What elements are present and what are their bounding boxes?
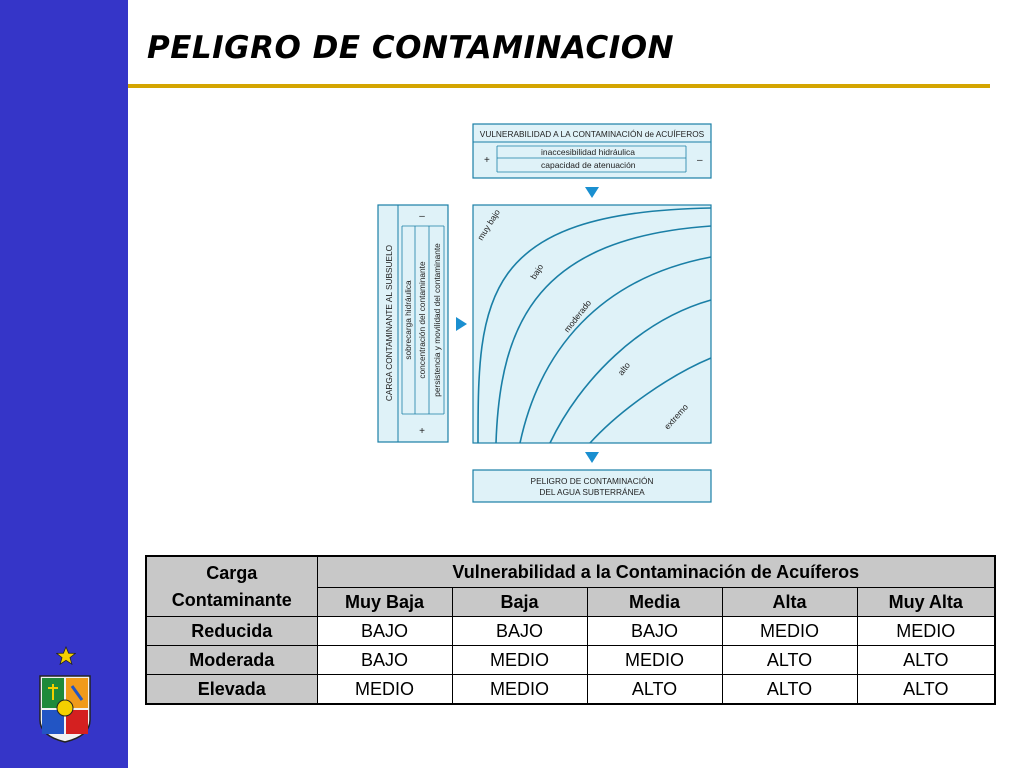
vulnerability-minus: – [697, 155, 703, 166]
table-cell: MEDIO [452, 646, 587, 675]
corner-header [146, 556, 317, 617]
vulnerability-row2: capacidad de atenuación [541, 160, 636, 170]
title-underline [128, 84, 990, 88]
curve-label-2: bajo [528, 262, 546, 282]
table-cell: MEDIO [317, 675, 452, 705]
column-header: Muy Alta [857, 588, 995, 617]
column-header: Baja [452, 588, 587, 617]
row-header: Moderada [146, 646, 317, 675]
arrow-right-icon [456, 317, 467, 331]
corner-line1: Carga [206, 562, 258, 583]
column-header: Media [587, 588, 722, 617]
table-row [146, 646, 995, 675]
curve-label-4: alto [615, 360, 633, 378]
result-line1: PELIGRO DE CONTAMINACIÓN [530, 476, 654, 486]
vulnerability-box [473, 124, 711, 178]
table-cell: ALTO [587, 675, 722, 705]
table-cell: BAJO [317, 646, 452, 675]
table-cell: ALTO [857, 646, 995, 675]
table-row [146, 675, 995, 705]
row-header: Elevada [146, 675, 317, 705]
column-header: Muy Baja [317, 588, 452, 617]
curve-label-1: muy bajo [475, 207, 502, 243]
vulnerability-plus: + [484, 155, 490, 166]
column-header: Alta [722, 588, 857, 617]
star-icon [56, 646, 76, 666]
table-cell: MEDIO [587, 646, 722, 675]
table-cell: ALTO [722, 675, 857, 705]
row-header: Reducida [146, 617, 317, 646]
contamination-hazard-diagram [374, 118, 720, 510]
arrow-down-icon [585, 452, 599, 463]
curve-label-5: extremo [662, 401, 691, 432]
table-cell: ALTO [722, 646, 857, 675]
corner-line2: Contaminante [171, 589, 292, 610]
slide-title: PELIGRO DE CONTAMINACION [147, 30, 675, 66]
curve-label-3: moderado [561, 297, 594, 335]
load-title: CARGA CONTAMINANTE AL SUBSUELO [384, 244, 394, 402]
load-col1: sobrecarga hidráulica [403, 280, 413, 360]
result-box [473, 470, 711, 502]
result-line2: DEL AGUA SUBTERRÁNEA [539, 487, 645, 497]
table-cell: BAJO [452, 617, 587, 646]
table-cell: BAJO [587, 617, 722, 646]
load-col3: persistencia y movilidad del contaminante [432, 243, 442, 397]
hazard-matrix-table [145, 555, 996, 705]
table-cell: ALTO [857, 675, 995, 705]
table-cell: MEDIO [722, 617, 857, 646]
table-cell: MEDIO [452, 675, 587, 705]
load-plus: + [419, 426, 425, 437]
table-cell: MEDIO [857, 617, 995, 646]
university-shield-logo [38, 674, 92, 744]
table-row [146, 617, 995, 646]
load-minus: – [419, 211, 425, 222]
table-cell: BAJO [317, 617, 452, 646]
sidebar-band [0, 0, 128, 768]
load-box [378, 205, 448, 442]
vulnerability-title: VULNERABILIDAD A LA CONTAMINACIÓN de ACUÍFEROS [479, 129, 705, 139]
vulnerability-group-header: Vulnerabilidad a la Contaminación de Acuíferos [317, 556, 995, 588]
load-col2: concentración del contaminante [417, 261, 427, 379]
hazard-curves-box [473, 205, 711, 443]
vulnerability-row1: inaccesibilidad hidráulica [541, 147, 636, 157]
arrow-down-icon [585, 187, 599, 198]
